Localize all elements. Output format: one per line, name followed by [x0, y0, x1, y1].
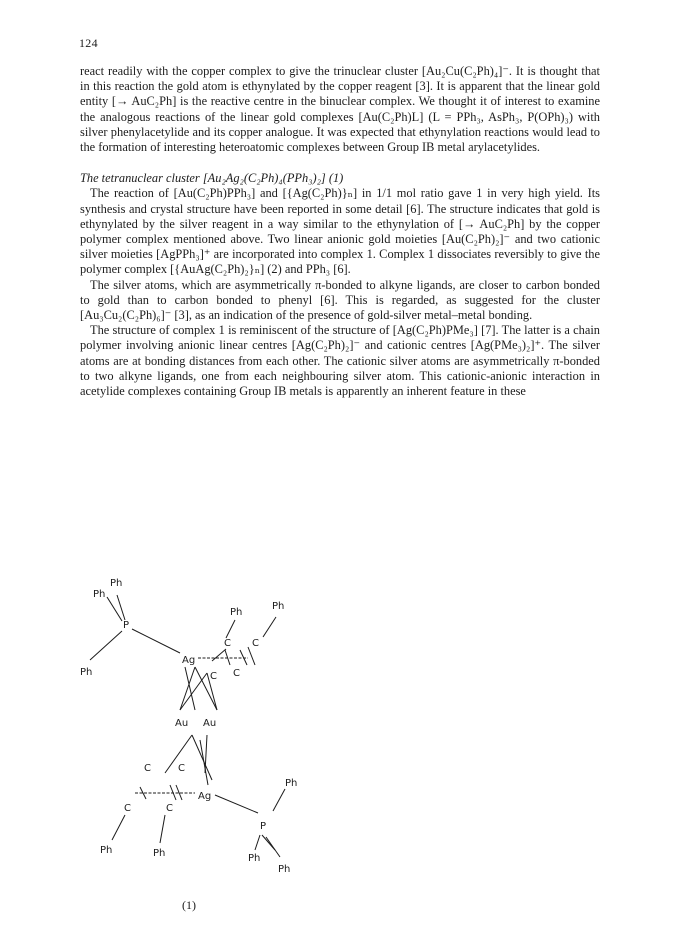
- atom-label-ph: Ph: [153, 848, 166, 859]
- atom-label-ph: Ph: [272, 601, 285, 612]
- atom-label-c: C: [224, 638, 231, 649]
- paragraph: The structure of complex 1 is reminiscent of the structure of [Ag(C₂Ph)PMe₃] [7]. The latter is a chain polymer involving anionic linear centres [Ag(C₂Ph)₂]⁻ and cationic centres [Ag(PMe₃)₂]⁺. The silver atoms are at bonding distances from each other. The cationic silver atoms are asymmetrically π-bonded to two alkyne ligands, one from each neighbouring silver atom. This cationic-anionic interaction in acetylide complexes containing Group IB metals is apparently an inherent feature in these: [80, 323, 600, 399]
- atom-label-c: C: [252, 638, 259, 649]
- structure-diagram: [80, 575, 320, 905]
- atom-label-ph: Ph: [93, 589, 106, 600]
- atom-label-ph: Ph: [230, 607, 243, 618]
- paragraph: react readily with the copper complex to give the trinuclear cluster [Au₂Cu(C₂Ph)₄]⁻. It is thought that in this reaction the gold atom is ethynylated by the copper reagent [3]. It is apparent that the linear gold entity [→ AuC₂Ph] is the reactive centre in the binuclear complex. We thought it of interest to examine the analogous reactions of the linear gold complexes [Au(C₂Ph)L] (L = PPh₃, AsPh₃, P(OPh)₃) with silver phenylacetylide and its copper analogue. It was expected that ethynylation reactions would lead to the formation of interesting heteroatomic complexes between Group IB metal arylacetylides.: [80, 64, 600, 155]
- atom-label-p: P: [123, 620, 130, 631]
- atom-label-c: C: [210, 671, 217, 682]
- atom-label-au: Au: [203, 718, 217, 729]
- structure-drawing: [80, 575, 320, 905]
- atom-label-c: C: [233, 668, 240, 679]
- atom-label-p: P: [260, 821, 267, 832]
- atom-label-c: C: [144, 763, 151, 774]
- paragraph: The silver atoms, which are asymmetrically π-bonded to alkyne ligands, are closer to carbon bonded to gold than to carbon bonded to phenyl [6]. This is regarded, as suggested for the cluster [Au₃Cu₂(C₂Ph)₆]⁻ [3], as an indication of the presence of gold-silver metal–metal bonding.: [80, 277, 600, 323]
- atom-label-c: C: [178, 763, 185, 774]
- atom-label-ph: Ph: [248, 853, 261, 864]
- atom-label-ph: Ph: [285, 778, 298, 789]
- compound-label: (1): [182, 898, 196, 912]
- atom-labels: [80, 578, 297, 875]
- atom-label-c: C: [166, 803, 173, 814]
- body-text: [80, 64, 600, 399]
- atom-label-au: Au: [175, 718, 189, 729]
- atom-label-ph: Ph: [100, 845, 113, 856]
- atom-label-ph: Ph: [110, 578, 123, 589]
- atom-label-ag: Ag: [198, 791, 212, 802]
- page-number: 124: [79, 36, 98, 50]
- atom-label-ag: Ag: [182, 655, 196, 666]
- paragraph: The reaction of [Au(C₂Ph)PPh₃] and [{Ag(C₂Ph)}ₙ] in 1/1 mol ratio gave 1 in very high yield. Its synthesis and crystal structure have been reported in some detail [6]. The structure indicates that gold is ethynylated by the silver reagent in a way similar to the ethynylation of [→ AuC₂Ph] by the copper polymer complex mentioned above. Two linear anionic gold moieties [Au(C₂Ph)₂]⁻ and two cationic silver moieties [AgPPh₃]⁺ are incorporated into complex 1. Complex 1 dissociates reversibly to give the polymer complex [{AuAg(C₂Ph)₂}ₙ] (2) and PPh₃ [6].: [80, 186, 600, 277]
- atom-label-c: C: [124, 803, 131, 814]
- atom-label-ph: Ph: [80, 667, 93, 678]
- atom-label-ph: Ph: [278, 864, 291, 875]
- section-heading: The tetranuclear cluster [Au₂Ag₂(C₂Ph)₄(PPh₃)₂] (1): [80, 171, 344, 186]
